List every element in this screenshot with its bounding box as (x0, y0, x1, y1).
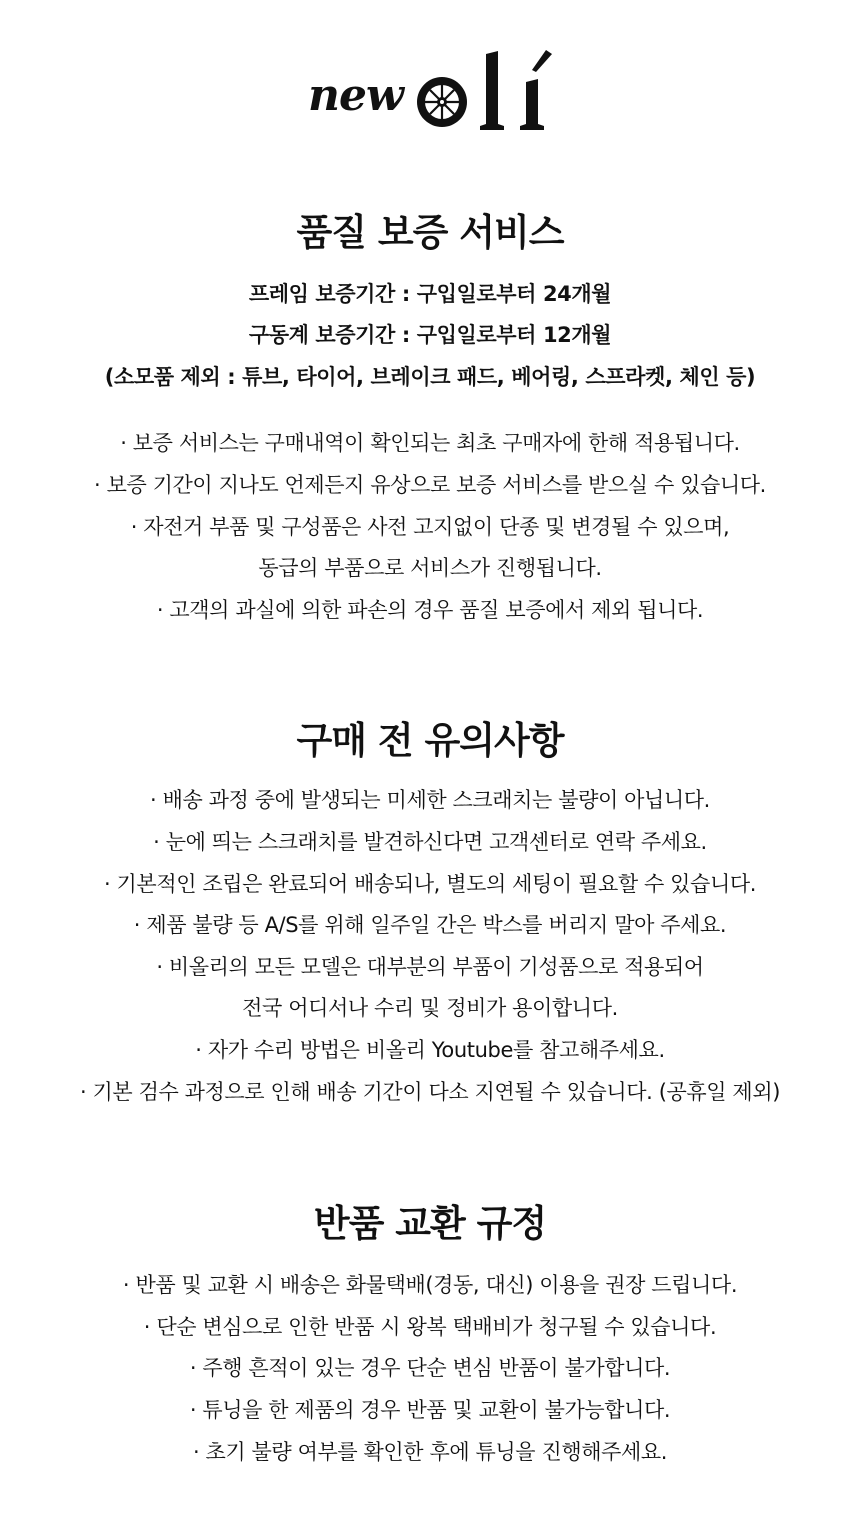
precaution-note: · 비올리의 모든 모델은 대부분의 부품이 기성품으로 적용되어 (156, 955, 704, 979)
precautions-title: 구매 전 유의사항 (296, 719, 564, 762)
precaution-note: · 눈에 띄는 스크래치를 발견하신다면 고객센터로 연락 주세요. (153, 830, 707, 854)
warranty-note: · 보증 서비스는 구매내역이 확인되는 최초 구매자에 한해 적용됩니다. (120, 431, 740, 455)
return-note: · 단순 변심으로 인한 반품 시 왕복 택배비가 청구될 수 있습니다. (143, 1315, 717, 1339)
brand-prefix: new (308, 70, 403, 121)
warranty-note: 동급의 부품으로 서비스가 진행됩니다. (258, 556, 602, 580)
return-note: · 주행 흔적이 있는 경우 단순 변심 반품이 불가합니다. (189, 1356, 671, 1380)
returns-title: 반품 교환 규정 (313, 1202, 547, 1245)
return-note: · 초기 불량 여부를 확인한 후에 튜닝을 진행해주세요. (192, 1440, 668, 1464)
brand-logo (300, 40, 560, 140)
warranty-frame-term: 프레임 보증기간 : 구입일로부터 24개월 (248, 282, 612, 306)
precaution-note: 전국 어디서나 수리 및 정비가 용이합니다. (242, 996, 618, 1020)
return-note: · 반품 및 교환 시 배송은 화물택배(경동, 대신) 이용을 권장 드립니다. (122, 1273, 738, 1297)
warranty-exclusions: (소모품 제외 : 튜브, 타이어, 브레이크 패드, 베어링, 스프라켓, 체인 등) (104, 365, 756, 389)
precaution-note: · 배송 과정 중에 발생되는 미세한 스크래치는 불량이 아닙니다. (150, 788, 710, 812)
warranty-note: · 고객의 과실에 의한 파손의 경우 품질 보증에서 제외 됩니다. (156, 598, 704, 622)
warranty-drivetrain-term: 구동계 보증기간 : 구입일로부터 12개월 (248, 323, 612, 347)
warranty-title: 품질 보증 서비스 (296, 211, 564, 254)
precaution-note: · 기본 검수 과정으로 인해 배송 기간이 다소 지연될 수 있습니다. (공휴일 제외) (79, 1080, 781, 1104)
precaution-note: · 제품 불량 등 A/S를 위해 일주일 간은 박스를 버리지 말아 주세요. (133, 913, 727, 937)
warranty-note: · 보증 기간이 지나도 언제든지 유상으로 보증 서비스를 받으실 수 있습니다. (94, 473, 766, 497)
brand-wordmark (412, 46, 554, 138)
warranty-note: · 자전거 부품 및 구성품은 사전 고지없이 단종 및 변경될 수 있으며, (130, 515, 730, 539)
precaution-note: · 자가 수리 방법은 비올리 Youtube를 참고해주세요. (195, 1038, 665, 1062)
return-note: · 튜닝을 한 제품의 경우 반품 및 교환이 불가능합니다. (189, 1398, 671, 1422)
wheel-icon (417, 77, 467, 127)
precaution-note: · 기본적인 조립은 완료되어 배송되나, 별도의 세팅이 필요할 수 있습니다. (104, 872, 756, 896)
